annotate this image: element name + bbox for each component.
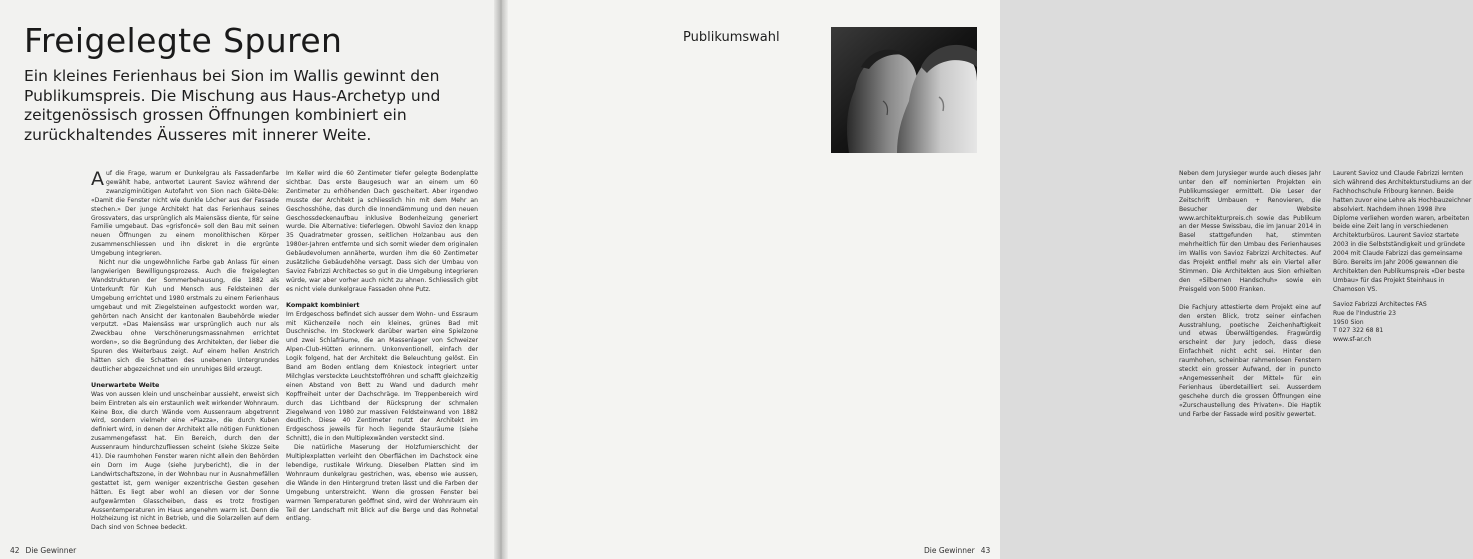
left-page	[0, 0, 497, 559]
architects-bio-column	[1333, 170, 1473, 345]
page-folio	[10, 546, 82, 555]
paragraph: Die natürliche Maserung der Holzfurnierschicht der Multiplexplatten verleiht den Oberflächen im Dachstock eine lebendige, rustikale Wirkung. Dieselben Platten sind im Wohnraum dunkelgrau gestrichen, was, ebenso wie aussen, die Wände in den Hintergrund treten lässt und die Farben der Umgebung unterstreicht. Wenn die grossen Fenster bei warmen Temperaturen geöffnet sind, wird der Wohnraum ein Teil der Landschaft mit Blick auf die Berge und das Rohnetal entlang.	[286, 444, 478, 523]
text-column-2	[286, 170, 478, 524]
address-line: Savioz Fabrizzi Architectes FAS	[1333, 300, 1427, 308]
section-label: Publikumswahl	[683, 30, 780, 45]
spine-gutter	[494, 0, 508, 559]
folio-label: Die Gewinner	[25, 546, 77, 555]
subheading: Unerwartete Weite	[91, 380, 160, 389]
paragraph: Im Erdgeschoss befindet sich ausser dem Wohn- und Essraum mit Küchenzeile noch ein kleines, grünes Bad mit Duschnische. Im Stockwerk darüber warten eine Spielzone und zwei Schlafräume, die an Massenlager von Schweizer Alpen-Club-Hütten erinnern. Unkonventionell, einfach der Logik folgend, hat der Architekt die Beleuchtung gelöst. Ein Band am Boden entlang dem Kniestock integriert unter Milchglas versteckte Leuchtstoffröhren und schafft gleichzeitig einen Abstand von Bett zu Wand und dadurch mehr Kopffreiheit unter der Dachschräge. Im Treppenbereich wird durch das Lichtband der Rücksprung der schmalen Ziegelwand von 1980 zur massiven Feldsteinwand von 1882 deutlich. Diese 40 Zentimeter nutzt der Architekt im Erdgeschoss jeweils für hoch liegende Stauräume (siehe Schnitt), die in den Multiplexwänden versteckt sind.	[286, 310, 478, 443]
address-line: www.sf-ar.ch	[1333, 336, 1372, 344]
drop-cap: A	[91, 168, 104, 190]
right-page	[503, 0, 1472, 559]
address-block	[1333, 301, 1473, 346]
address-line: Rue de l'Industrie 23	[1333, 309, 1397, 317]
paragraph: Die Fachjury attestierte dem Projekt eine auf den ersten Blick, trotz seiner einfachen Ausstrahlung, poetische Zeichenhaftigkeit und etwas Überwältigendes. Fragwürdig erscheint der Jury jedoch, dass diese Einfachheit nicht echt sei. Hinter den raumhohen, scheinbar rahmenlosen Fenstern steckt ein grosser Aufwand, der in puncto «Angemessenheit der Mittel» für ein Ferienhaus überdetailliert sei. Ausserdem geschehe durch die grossen Öffnungen eine «Zurschaustellung des Privaten». Die Haptik und Farbe der Fassade wird positiv gewertet.	[1179, 303, 1321, 418]
paragraph: Was von aussen klein und unscheinbar aussieht, erweist sich beim Eintreten als ein erstaunlich weit wirkender Wohnraum. Keine Box, die durch Wände vom Aussenraum abgetrennt wird, sondern vielmehr eine «Piazza», die durch Kuben definiert wird, in denen der Architekt alle nötigen Funktionen zusammengefasst hat. Ein Bereich, durch den der Aussenraum hindurchzufliessen scheint (siehe Skizze Seite 41). Die raumhohen Fenster waren nicht allein den Behörden ein Dorn im Auge (siehe Jurybericht), die in der Landwirtschaftszone, in der Wohnbau nur in Ausnahmefällen gestattet ist, gern weniger exzentrische Gesten gesehen hätten. Es liegt aber wohl an diesen vor der Sonne aufgewärmten Glasscheiben, dass es trotz frostigen Aussentemperaturen im Haus angenehm warm ist. Denn die Holzheizung ist nicht in Betrieb, und die Solarzellen auf dem Dach sind von Schnee bedeckt.	[91, 390, 279, 532]
page-folio	[924, 546, 996, 555]
address-line: 1950 Sion	[1333, 318, 1364, 326]
page-number: 42	[10, 546, 20, 555]
folio-label: Die Gewinner	[924, 546, 975, 555]
paragraph: Neben dem Jurysieger wurde auch dieses Jahr unter den elf nominierten Projekten ein Publikumssieger ermittelt. Die Leser der Zeitschrift Umbauen + Renovieren, die Besucher der Website www.architekturpreis.ch sowie das Publikum an der Messe Swissbau, die im Januar 2014 in Basel stattgefunden hat, stimmten mehrheitlich für den Umbau des Ferienhauses im Wallis von Savioz Fabrizzi Architectes. Auf das Projekt entfiel mehr als ein Viertel aller Stimmen. Die Architekten aus Sion erhielten den «Silbernen Handschuh» sowie ein Preisgeld von 5000 Franken.	[1179, 170, 1321, 293]
bio-paragraph: Laurent Savioz und Claude Fabrizzi lernten sich während des Architekturstudiums an der Fachhochschule Fribourg kennen. Beide hatten zuvor eine Lehre als Hochbauzeichner absolviert. Nachdem ihnen 1998 ihre Diplome verliehen worden waren, arbeiteten beide eine Zeit lang in verschiedenen Architekturbüros. Laurent Savioz startete 2003 in die Selbstständigkeit und gründete 2004 mit Claude Fabrizzi das gemeinsame Büro. Bereits im Jahr 2006 gewannen die Architekten den Publikumspreis «Der beste Umbau» für das Projekt Steinhaus in Chamoson VS.	[1333, 170, 1472, 293]
page-number: 43	[980, 546, 991, 555]
text-column-1	[91, 170, 279, 533]
subheading: Kompakt kombiniert	[286, 300, 360, 309]
paragraph: uf die Frage, warum er Dunkelgrau als Fassadenfarbe gewählt habe, antwortet Laurent Savioz während der zwanzigminütigen Autofahrt von Sion nach Giète-Dèle: «Damit die Fenster nicht wie dunkle Löcher aus der Fassade stechen.» Der junge Architekt hat das Ferienhaus seines Grossvaters, das ursprünglich als Maiensäss diente, für seine Familie umgebaut. Das «grisfoncé» soll den Bau mit seinen neuen Öffnungen zu einem monolithischen Körper zusammenschliessen und ihn diskret in die ergrünte Umgebung integrieren.	[91, 170, 279, 258]
text-column-3	[1179, 170, 1321, 419]
address-line: T 027 322 68 81	[1333, 327, 1384, 335]
paragraph: Nicht nur die ungewöhnliche Farbe gab Anlass für einen langwierigen Bewilligungsprozess. Auch die freigelegten Wandstrukturen der Sommerbehausung, die 1882 als Unterkunft für Kuh und Mensch aus Feldsteinen der Umgebung errichtet und 1980 erstmals zu einem Ferienhaus umgebaut und mit Ziegelsteinen aufgestockt worden war, gehörten nach Ansicht der kantonalen Baubehörde wieder verputzt. «Das Maiensäss war ursprünglich auch nur als Zweckbau ohne Verschönerungsmassnahmen errichtet worden», so die Begründung des Architekten, der lieber die Spuren des Weiterbaus zeigt. Auf einem hellen Anstrich hätten sich die Schatten des unebenen Untergrundes deutlicher abgezeichnet und ein unruhiges Bild erzeugt.	[91, 259, 279, 373]
article-lead: Ein kleines Ferienhaus bei Sion im Wallis gewinnt den Publikumspreis. Die Mischung aus Haus-Archetyp und zeitgenössisch grossen Öffnungen kombiniert ein zurückhaltendes Äusseres mit innerer Weite.	[24, 67, 441, 144]
architects-portrait-photo	[831, 27, 977, 153]
paragraph: Im Keller wird die 60 Zentimeter tiefer gelegte Bodenplatte sichtbar. Das erste Baugesuch war an einem um 60 Zentimeter zu erhöhenden Dach gescheitert. Aber irgendwo musste der Architekt ja schliesslich hin mit dem Mehr an Geschosshöhe, das durch die Innendämmung und den neuen Geschossdeckenaufbau inklusive Bodenheizung generiert wurde. Die Alternative: tieferlegen. Obwohl Savioz den knapp 35 Quadratmeter grossen, seitlichen Holzanbau aus den 1980er-Jahren entfernte und sich somit wieder dem originalen Gebäudevolumen annäherte, wurden ihm die 60 Zentimeter zusätzliche Gebäudehöhe versagt. Dass sich der Umbau von Savioz Fabrizzi Architectes so gut in die Umgebung integrieren würde, war aber vorher auch nicht zu ahnen. Schliesslich gibt es nicht viele dunkelgraue Fassaden ohne Putz.	[286, 170, 478, 293]
article-title: Freigelegte Spuren	[24, 21, 343, 60]
